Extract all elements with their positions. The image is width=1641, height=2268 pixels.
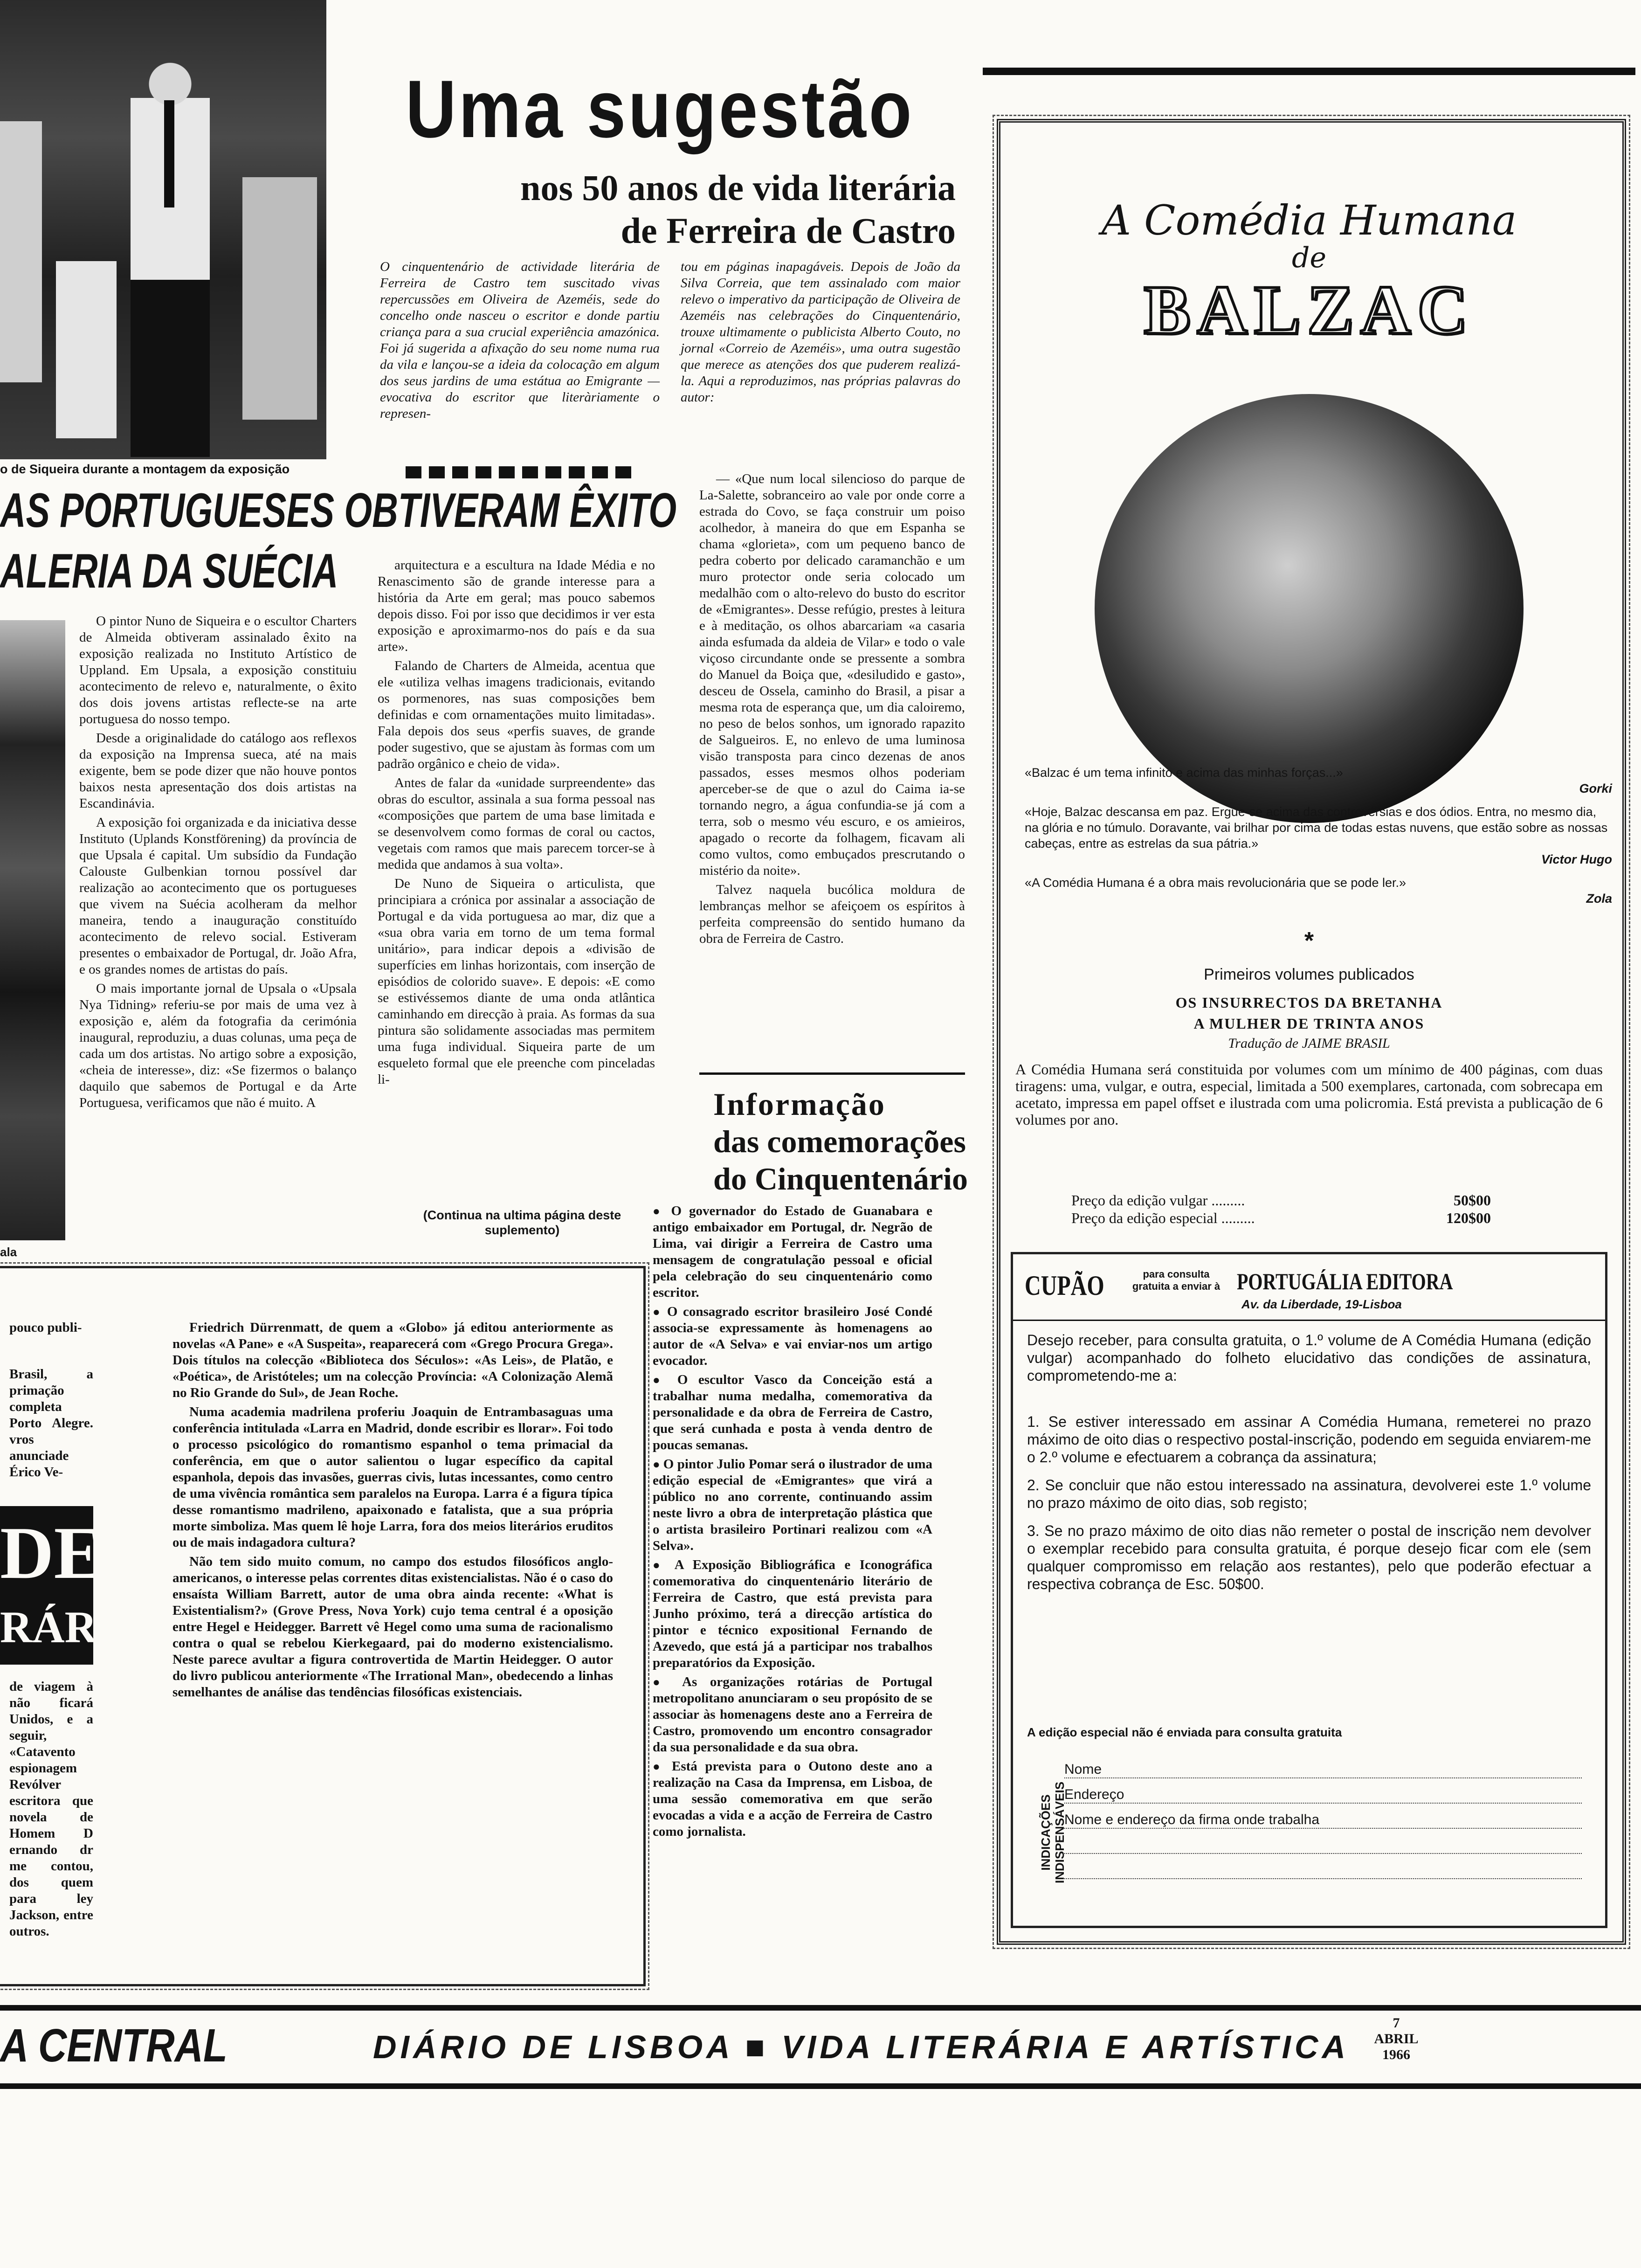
blank-line[interactable]: [1064, 1854, 1582, 1879]
footer-rule-top: [0, 2005, 1641, 2011]
coupon-subtitle: para consulta gratuita a enviar à: [1132, 1268, 1220, 1292]
footer-left-title: A CENTRAL: [0, 2019, 228, 2072]
coupon-rule: [1013, 1320, 1605, 1321]
continua-note: (Continua na ultima página deste suplemento): [423, 1208, 621, 1237]
sugestao-col2: tou em páginas inapagáveis. Depois de João da Silva Correia, que tem assinalado com maior relevo o imperativo da participação de Oliveira de Azeméis nas celebrações do Cinquentenário, trouxe ultimamente o publicista Alberto Couto, no jornal «Correio de Azeméis», uma outra sugestão que merece as atenções dos que puderem realizá-la. Aqui a reproduzimos, nas próprias palavras do autor:: [681, 259, 960, 405]
suecia-paragraph: O pintor Nuno de Siqueira e o escultor Charters de Almeida obtiveram assinalado êxito na exposição realizada no Instituto Artístico de Uppland. Em Upsala, a exposição constituiu acontecimento de relevo e, naturalmente, o êxito dos dois jovens artistas reflecte-se na arte portuguesa do nosso tempo.: [79, 614, 357, 726]
list-item: ● As organizações rotárias de Portugal metropolitano anunciaram o seu propósito de se associar às homenagens deste ano a Ferreira de Castro, promovendo um encontro consagrador da sua personalidade e da sua obra.: [653, 1674, 932, 1756]
continuation-paragraph: Numa academia madrilena proferiu Joaquin de Entrambasaguas uma conferência intitulada «Larra en Madrid, donde escribir es llorar». Foi todo o processo psicológico do romantismo espanhol o tema primacial da conferência, em que o autor salientou o lugar específico da capital espanhola, depois das invasões, guerras civis, lutas incessantes, como centro de uma vivência romântica sem paralelos na Europa. Larra é a figura típica desse romantismo madrileno, apaixonado e fatalista, que a sua própria morte simboliza. Mas quem lê hoje Larra, fora dos meios literários eruditos ou de mais indagadora cultura?: [172, 1404, 613, 1550]
blank-line[interactable]: [1064, 1829, 1582, 1854]
field-label: Endereço: [1064, 1787, 1124, 1802]
suecia-col2: [378, 557, 655, 1091]
list-item: ● O governador do Estado de Guanabara e antigo embaixador em Portugal, dr. Negrão de Lima, vai dirigir a Ferreira de Castro uma mensagem de congratulação pessoal e oficial pela celebração do seu cinquentenário como escritor.: [653, 1203, 932, 1301]
date-month: ABRIL: [1374, 2031, 1419, 2047]
date-day: 7: [1393, 2015, 1400, 2031]
quote-author: Gorki: [1579, 781, 1612, 795]
informacao-title-2: das comemorações: [713, 1124, 966, 1159]
informacao-title-3: do Cinquentenário: [713, 1161, 968, 1196]
publisher-address: Av. da Liberdade, 19-Lisboa: [1241, 1297, 1402, 1311]
list-item: ● A Exposição Bibliográfica e Iconográfica comemorativa do cinquentenário literário de Ferreira de Castro, que está prevista para Junho próximo, terá a direcção artística do pintor e técnico expositional Fernando de Azevedo, que está já a participar nos trabalhos preparatórios da Exposição.: [653, 1557, 932, 1671]
continuation-paragraph: Não tem sido muito comum, no campo dos estudos filosóficos anglo-americanos, o interesse pelas correntes ditas existencialistas. Não é o caso do ensaísta William Barrett, autor de uma obra ainda recente: «What is Existentialism?» (Grove Press, Nova York) cujo tema central é a oposição entre Hegel e Heidegger. Barrett vê Hegel como uma suma de racionalismo contra o qual se rebelou Kierkegaard, pai do moderno existencialismo. Neste parece avultar a figura controvertida de Martin Heidegger. O autor do livro publicou anteriormente «The Irrational Man», obedecendo a linhas semelhantes de análise das tendências filosóficas existenciais.: [172, 1554, 613, 1700]
suecia-paragraph: O mais importante jornal de Upsala o «Upsala Nya Tidning» referiu-se por mais de uma vez à exposição e, além da fotografia da cerimónia inaugural, reproduziu, a duas colunas, uma peça de cada um dos artistas. No artigo sobre a exposição, «cheia de interesse», diz: «Se fizermos o balanço daquilo que sabemos de Portugal e da Arte Portuguesa, verificamos que não é muito. A: [79, 981, 357, 1110]
quote-author: Victor Hugo: [1541, 852, 1612, 866]
date-year: 1966: [1382, 2047, 1410, 2062]
page-footer: [0, 2005, 1641, 2103]
painting-panel: [242, 177, 317, 420]
coupon-form[interactable]: [1011, 1252, 1607, 1928]
issue-date: [1366, 2015, 1427, 2063]
banner-text-2: RÁRIE: [0, 1602, 145, 1652]
quote-block: [1025, 804, 1612, 867]
informacao-title-1: Informação: [713, 1086, 886, 1122]
price-value: 120$00: [1446, 1210, 1491, 1226]
list-item: ● O escultor Vasco da Conceição está a trabalhar numa medalha, comemorativa da personalidade e da obra de Ferreira de Castro, que será cunhada e posta à venda dentro de poucas semanas.: [653, 1372, 932, 1453]
list-item: ● O pintor Julio Pomar será o ilustrador de uma edição especial de «Emigrantes» que virá a público no ano corrente, continuando assim neste livro a obra de interpretação plástica que o artista brasileiro Portinari realizou com «A Selva».: [653, 1456, 932, 1554]
sugestao-quote: [699, 471, 965, 950]
coupon-term: 1. Se estiver interessado em assinar A Comédia Humana, remeterei no prazo máximo de oito dias o respectivo postal-inscrição, podendo em seguida enviarem-me o 2.º volume e efectuarem a cobrança da assinatura;: [1027, 1413, 1591, 1466]
headline-subtitle-1: nos 50 anos de vida literária: [520, 167, 956, 208]
headline-title: Uma sugestão: [406, 64, 914, 155]
left-strip-text-1: pouco publi-: [9, 1320, 82, 1335]
column-rule: [699, 1072, 965, 1075]
coupon-intro: Desejo receber, para consulta gratuita, o 1.º volume de A Comédia Humana (edição vulgar) acompanhado do folheto elucidativo das condições de assinatura, comprometendo-me a:: [1027, 1332, 1591, 1384]
side-photo-caption: ala: [0, 1245, 17, 1259]
coupon-terms: [1027, 1413, 1591, 1593]
exhibition-photo: [0, 0, 326, 459]
footer-rule-bottom: [0, 2083, 1641, 2089]
price-row: [1071, 1191, 1491, 1227]
suecia-paragraph: Falando de Charters de Almeida, acentua que ele «utiliza velhas imagens tradicionais, evitando os pormenores, nas suas composições bem definidas e com ornamentações muito limitadas». Fala depois dos seus «perfis suaves, de grande poder sugestivo, que se ajustam às formas com um padrão orgânico e cheio de vida».: [378, 658, 655, 771]
headline-subtitle-2: de Ferreira de Castro: [621, 210, 956, 251]
ad-script-title: A Comédia Humana: [1101, 196, 1517, 244]
suecia-col1: [79, 613, 357, 1114]
sugestao-col1: O cinquentenário de actividade literária de Ferreira de Castro tem suscitado vivas repercussões em Oliveira de Azeméis, sede do concelho onde nasceu o escritor e donde partiu criança para a sua crucial experiência amazónica. Foi já sugerida a afixação do seu nome numa rua da vila e lançou-se a ideia da colocação em algum dos seus jardins de uma estátua ao Emigrante — evocativa do escritor que literàriamente o represen-: [380, 259, 660, 421]
coupon-term: 3. Se no prazo máximo de oito dias não remeter o postal de inscrição nem devolver o exemplar recebido para consulta gratuita, é porque desejo ficar com ele (sem qualquer compromisso em relação aos restantes), pelo que poderão efectuar a respectiva cobrança de Esc. 50$00.: [1027, 1522, 1591, 1592]
continuation-col: [172, 1320, 613, 1703]
left-strip-text-2: Brasil, a primação completa Porto Alegre. vros anunciade Érico Ve-: [9, 1367, 93, 1480]
suecia-paragraph: Antes de falar da «unidade surpreendente» das obras do escultor, assinala a sua forma pessoal nas «composições que partem de uma base limitada e se desenvolvem como formas de coral ou cactos, vegetais com ramos que mais parecem torcer-se à medida que andamos à sua volta».: [378, 775, 655, 872]
sculpture-pedestal: [56, 261, 117, 438]
coupon-fields: [1064, 1753, 1582, 1879]
section-divider: [406, 466, 631, 478]
banner-text-1: DE: [0, 1511, 104, 1594]
publisher-name: PORTUGÁLIA EDITORA: [1237, 1268, 1453, 1294]
footer-center-title: DIÁRIO DE LISBOA ■ VIDA LITERÁRIA E ARTÍSTICA: [373, 2029, 1350, 2065]
quote-text: «Hoje, Balzac descansa em paz. Ergue-se acima das controvérsias e dos ódios. Entra, no mesmo dia, na glória e no túmulo. Doravante, vai brilhar por cima de todas estas nuvens, que estão sobre as nossas cabeças, entre as estrelas da sua pátria.»: [1025, 805, 1608, 850]
suecia-headline-2: ALERIA DA SUÉCIA: [0, 544, 338, 598]
side-label: INDICAÇÕES INDISPENSÁVEIS: [1039, 1781, 1067, 1884]
volume-1: OS INSURRECTOS DA BRETANHA: [1175, 994, 1443, 1011]
list-item: ● O consagrado escritor brasileiro José Condé associa-se expressamente às homenagens ao autor de «A Selva» e vai enviar-nos um artigo evocador.: [653, 1304, 932, 1369]
field-label: Nome e endereço da firma onde trabalha: [1064, 1812, 1320, 1827]
ad-script-de: de: [1292, 242, 1326, 274]
price-value: 50$00: [1454, 1192, 1491, 1209]
suecia-headline-1: AS PORTUGUESES OBTIVERAM ÊXITO: [0, 484, 677, 538]
list-item: ● Está prevista para o Outono deste ano a realização na Casa da Imprensa, em Lisboa, de uma sessão comemorativa em que serão evocadas a vida e a acção de Ferreira de Castro como jornalista.: [653, 1758, 932, 1840]
ad-star: *: [1304, 927, 1314, 954]
balzac-bust-image: [1095, 394, 1524, 823]
suecia-paragraph: Desde a originalidade do catálogo aos reflexos da exposição na Imprensa sueca, até na mais exigente, bem se pode dizer que não houve pontos baixos nesta apresentação dos dois artistas na Escandinávia.: [79, 731, 357, 811]
coupon-note: A edição especial não é enviada para consulta gratuita: [1027, 1725, 1342, 1739]
ad-title: BALZAC: [1144, 271, 1475, 349]
quote-author: Zola: [1586, 892, 1612, 906]
left-strip-text-3: de viagem à não ficará Unidos, e a seguir, «Catavento espionagem Revólver escritora que novela de Homem D ernando dr me contou, dos quem para ley Jackson, entre outros.: [9, 1679, 93, 1939]
suecia-paragraph: arquitectura e a escultura na Idade Média e no Renascimento são de grande interesse para a história da Arte em geral; mas pouco sabemos depois disso. Foi por isso que decidimos ir ver esta exposição e aproximarmo-nos do país e da sua arte».: [378, 558, 655, 654]
suecia-paragraph: De Nuno de Siqueira o articulista, que principiara a crónica por assinalar a associação de Portugal e da vida portuguesa ao mar, diz que a «sua obra varia em torno de um tema formal unitário», para indicar depois a «divisão de superfícies em linhas horizontais, com inserção de episódios de colorido suave». E depois: «E como se estivéssemos diante de uma onda atlântica caminhando em direcção à praia. As formas da sua pintura são solidamente associadas mas permitem uma fuga individual. Siqueira parte de um esqueleto formal que ele preenche com pinceladas li-: [378, 876, 655, 1087]
photo-caption: o de Siqueira durante a montagem da exposição: [0, 462, 290, 476]
coupon-title: CUPÃO: [1025, 1270, 1104, 1301]
quote-paragraph: — «Que num local silencioso do parque de La-Salette, sobranceiro ao vale por onde corre a estrada do Covo, se faça construir um poiso acolhedor, à maneira do que em Espanha se chama «glorieta», com um pequeno banco de pedra coberto por delicado caramanchão e um muro protector onde seria colocado um medalhão com o alto-relevo do busto do escritor de «Emigrantes». Desse refúgio, prestes à leitura e à meditação, os olhos abarcariam «a casaria ainda esfumada da aldeia de Vilar» e todo o vale viçoso circundante onde se pressente a sombra do Manuel da Boiça que, «desiludido e gasto», desceu de Ossela, caminho do Brasil, a pisar a mesma rota de esperança que, um dia caloiremo, no peso de belos sonhos, um ignorado rapazito de Salgueiros. E, no enlevo de uma luminosa visão transposta para cinco dezenas de anos passados, esses mesmos olhos poderiam aperceber-se de que o azul do Caima ia-se tornando negro, a água confundia-se já com a terra, sob o mesmo véu escuro, e os amieiros, apagado o recorte da folhagem, ficavam ali como vultos, como embuçados prescrutando o mistério da noite».: [699, 471, 965, 878]
price-label: Preço da edição especial .........: [1071, 1210, 1255, 1226]
quote-block: [1025, 875, 1612, 906]
ad-description: A Comédia Humana será constituida por volumes com um mínimo de 400 páginas, com duas tiragens: uma, vulgar, e outra, especial, limitada a 500 exemplares, cartonada, com sobrecapa em acetato, impressa em papel offset e ilustrada com uma policromia. Está prevista a publicação de 6 volumes por ano.: [1015, 1061, 1603, 1128]
quote-block: [1025, 765, 1612, 796]
suecia-paragraph: A exposição foi organizada e da iniciativa desse Instituto (Uplands Konstförening) da província de que Upsala é capital. Um subsídio da Fundação Calouste Gulbenkian tornou possível dar realização ao acontecimento que os portugueses que vivem na Suécia acolheram da melhor maneira, tendo a inauguração constituído acontecimento de relevo social. Estiveram presentes o embaixador de Portugal, dr. João Afra, e os grandes nomes de artistas do país.: [79, 815, 357, 977]
volume-2: A MULHER DE TRINTA ANOS: [1193, 1015, 1425, 1032]
translator: Tradução de JAIME BRASIL: [1228, 1036, 1390, 1051]
price-label: Preço da edição vulgar .........: [1071, 1192, 1245, 1209]
side-photo: [0, 620, 65, 1240]
balzac-advert: [983, 68, 1635, 1949]
field-label: Nome: [1064, 1762, 1102, 1777]
volumes-heading: Primeiros volumes publicados: [1204, 966, 1414, 983]
ad-quotes: [1025, 765, 1612, 906]
informacao-list: [653, 1203, 932, 1843]
sculpture-pedestal: [0, 121, 42, 382]
quote-paragraph: Talvez naquela bucólica moldura de lembranças melhor se afeiçoem os espíritos à perfeita compreensão do sentido humano da obra de Ferreira de Castro.: [699, 882, 965, 946]
coupon-term: 2. Se concluir que não estou interessado na assinatura, devolverei este 1.º volume no prazo máximo de oito dias, sob registo;: [1027, 1477, 1591, 1511]
quote-text: «A Comédia Humana é a obra mais revolucionária que se pode ler.»: [1025, 876, 1406, 890]
tie: [164, 100, 174, 207]
quote-text: «Balzac é um tema infinito e acima das minhas forças...»: [1025, 766, 1343, 780]
continuation-paragraph: Friedrich Dürrenmatt, de quem a «Globo» já editou anteriormente as novelas «A Pane» e «A Suspeita», reaparecerá com «Grego Procura Grega». Dois títulos na colecção «Biblioteca dos Séculos»: «As Leis», de Platão, e «Poética», de Aristóteles; um na colecção Província: «A Colonização Alemã no Rio Grande do Sul», de Jean Roche.: [172, 1320, 613, 1400]
